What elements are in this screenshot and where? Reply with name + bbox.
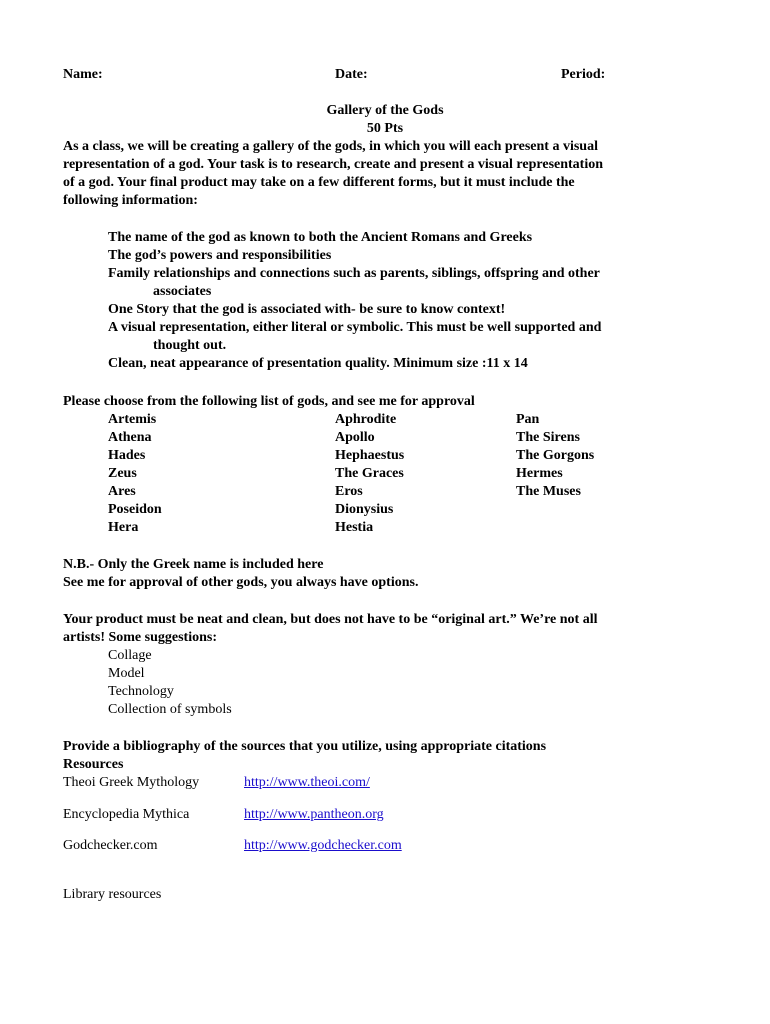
god-list-item: The Sirens <box>516 430 580 445</box>
god-list-item: Hermes <box>516 466 563 481</box>
god-list-item: Dionysius <box>335 502 394 517</box>
requirement-item: The god’s powers and responsibilities <box>108 248 332 263</box>
requirement-item: One Story that the god is associated with- be sure to know context! <box>108 302 506 317</box>
points-label: 50 Pts <box>366 121 404 136</box>
resource-link[interactable]: http://www.pantheon.org <box>244 807 384 822</box>
resource-link[interactable]: http://www.godchecker.com <box>244 838 402 853</box>
choose-prompt: Please choose from the following list of gods, and see me for approval <box>63 394 475 409</box>
intro-line: As a class, we will be creating a gallery of the gods, in which you will each present a visual <box>63 139 598 154</box>
intro-line: of a god. Your final product may take on a few different forms, but it must include the <box>63 175 575 190</box>
product-line: artists! Some suggestions: <box>63 630 217 645</box>
god-list-item: The Gorgons <box>516 448 595 463</box>
bibliography-instruction: Provide a bibliography of the sources that you utilize, using appropriate citations <box>63 739 547 754</box>
god-list-item: Hephaestus <box>335 448 405 463</box>
period-label: Period: <box>561 67 606 82</box>
suggestion-item: Technology <box>108 684 174 699</box>
page-title: Gallery of the Gods <box>326 103 444 118</box>
product-line: Your product must be neat and clean, but does not have to be “original art.” We’re not all <box>63 612 598 627</box>
requirement-item: The name of the god as known to both the Ancient Romans and Greeks <box>108 230 533 245</box>
intro-line: following information: <box>63 193 198 208</box>
god-list-item: Athena <box>108 430 152 445</box>
god-list-item: Hera <box>108 520 139 535</box>
name-label: Name: <box>63 67 103 82</box>
resources-heading: Resources <box>63 757 124 772</box>
note-line: See me for approval of other gods, you always have options. <box>63 575 419 590</box>
god-list-item: Ares <box>108 484 136 499</box>
requirement-item-continued: associates <box>153 284 212 299</box>
date-label: Date: <box>335 67 368 82</box>
god-list-item: Pan <box>516 412 540 427</box>
god-list-item: Poseidon <box>108 502 162 517</box>
god-list-item: Hestia <box>335 520 374 535</box>
god-list-item: Artemis <box>108 412 157 427</box>
suggestion-item: Collage <box>108 648 152 663</box>
requirement-item: Family relationships and connections such as parents, siblings, offspring and other <box>108 266 600 281</box>
god-list-item: Aphrodite <box>335 412 397 427</box>
god-list-item: Eros <box>335 484 363 499</box>
resource-name: Encyclopedia Mythica <box>63 807 190 822</box>
suggestion-item: Model <box>108 666 145 681</box>
god-list-item: Apollo <box>335 430 375 445</box>
god-list-item: Hades <box>108 448 146 463</box>
library-resources: Library resources <box>63 887 162 902</box>
god-list-item: The Muses <box>516 484 581 499</box>
god-list-item: The Graces <box>335 466 404 481</box>
requirement-item-continued: thought out. <box>153 338 227 353</box>
suggestion-item: Collection of symbols <box>108 702 232 717</box>
note-line: N.B.- Only the Greek name is included here <box>63 557 324 572</box>
intro-line: representation of a god. Your task is to research, create and present a visual representation <box>63 157 604 172</box>
requirement-item: Clean, neat appearance of presentation quality. Minimum size :11 x 14 <box>108 356 528 371</box>
god-list-item: Zeus <box>108 466 137 481</box>
resource-link[interactable]: http://www.theoi.com/ <box>244 775 370 790</box>
requirement-item: A visual representation, either literal or symbolic. This must be well supported and <box>108 320 602 335</box>
resource-name: Theoi Greek Mythology <box>63 775 200 790</box>
resource-name: Godchecker.com <box>63 838 158 853</box>
